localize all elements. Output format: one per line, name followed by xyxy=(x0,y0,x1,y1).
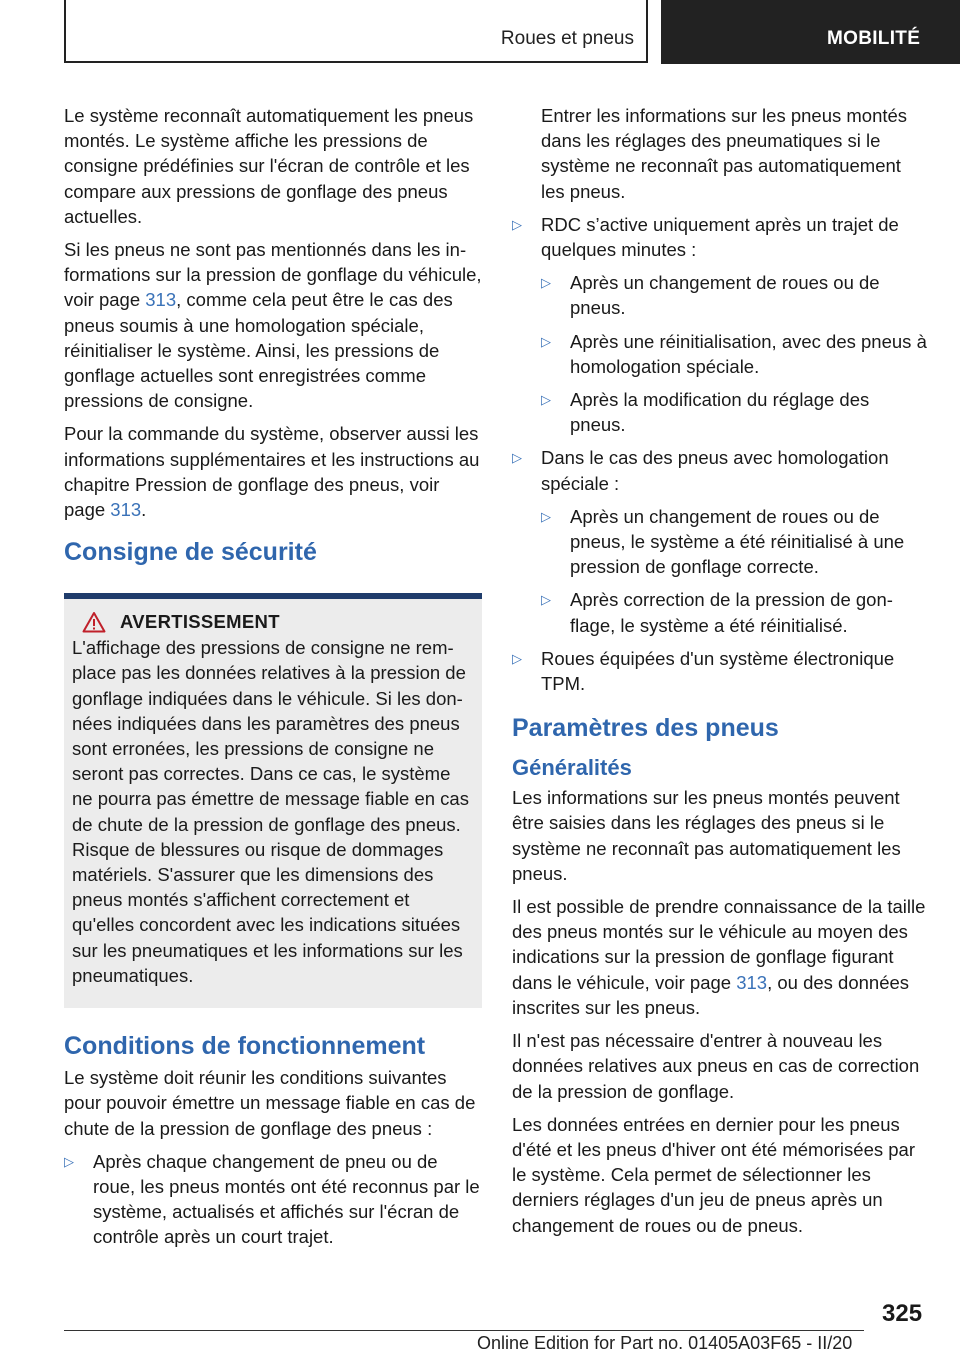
warning-title: AVERTISSEMENT xyxy=(120,611,280,633)
bullet-triangle-icon: ▷ xyxy=(512,650,522,666)
bullet-triangle-icon: ▷ xyxy=(541,592,551,608)
bullet-triangle-icon: ▷ xyxy=(512,216,522,232)
bullet-triangle-icon: ▷ xyxy=(512,450,522,466)
paragraph: Il n'est pas nécessaire d'entrer à nouveau les données relatives aux pneus en cas de correction de la pression de gonflage. xyxy=(512,1030,920,1102)
warning-box xyxy=(64,599,482,1008)
heading-safety: Consigne de sécurité xyxy=(64,538,317,567)
page-link[interactable]: 313 xyxy=(145,289,177,311)
bullet-triangle-icon: ▷ xyxy=(541,508,551,524)
footer-text: Online Edition for Part no. 01405A03F65 - II/20 xyxy=(477,1333,853,1353)
sub-list-item: ▷ Après une réinitialisation, avec des pneus à homologation spéciale. xyxy=(541,329,928,379)
right-column xyxy=(512,103,928,1246)
list-item: ▷ Roues équipées d'un système électronique TPM. xyxy=(512,646,928,696)
page-number: 325 xyxy=(882,1300,923,1327)
chapter-tab: MOBILITÉ xyxy=(661,0,960,64)
left-column xyxy=(64,103,482,1258)
heading-conditions: Conditions de fonctionnement xyxy=(64,1032,426,1061)
paragraph: Si les pneus ne sont pas mentionnés dans les informations sur la pression de gonflage du véhicule, voir page 313, comme cela peut être le cas des pneus soumis à une homologation spéciale, réinitialiser le système. Ainsi, les pressions de gonflage actuelles sont enregistrées comme pressions de consigne. xyxy=(64,239,482,412)
paragraph: Il est possible de prendre connaissance de la taille des pneus montés sur le véhicule au moyen des indications sur la pression de gonflage figurant dans le véhicule, voir page 313, ou des données inscrites sur les pneus. xyxy=(512,896,926,1018)
page-link[interactable]: 313 xyxy=(736,971,768,993)
bullet-triangle-icon: ▷ xyxy=(64,1153,74,1169)
list-item: ▷ Après chaque changement de pneu ou de roue, les pneus montés ont été reconnus par le système, actualisés et affichés sur l'écran de contrôle après un court trajet. xyxy=(64,1149,482,1250)
sub-list-item: ▷ Après correction de la pression de gonflage, le système a été réinitialisé. xyxy=(541,587,928,637)
paragraph: Le système reconnaît automatiquement les pneus montés. Le système affiche les pressions de consigne prédéfinies sur l'écran de contrôle et les compare aux pressions de gonflage des pneus actuelles. xyxy=(64,105,474,227)
sub-list-item: ▷ Après un changement de roues ou de pneus. xyxy=(541,270,928,320)
sub-list-item: ▷ Après la modification du réglage des pneus. xyxy=(541,387,928,437)
heading-tire-params: Paramètres des pneus xyxy=(512,714,779,743)
paragraph: Les données entrées en dernier pour les pneus d'été et les pneus d'hiver ont été mémorisées par le système. Cela permet de sélectionner les derniers réglages d'un jeu de pneus après un changement de roues ou de pneus. xyxy=(512,1113,915,1236)
paragraph: Les informations sur les pneus montés peuvent être saisies dans les réglages des pneus si le système ne reconnaît pas automatiquement les pneus. xyxy=(512,787,901,884)
list-item-continued: Entrer les informations sur les pneus montés dans les réglages des pneumatiques si le système ne reconnaît pas automatiquement les pneus. xyxy=(541,105,908,202)
page-header xyxy=(0,0,960,66)
section-tab xyxy=(64,0,648,63)
page-link[interactable]: 313 xyxy=(110,499,142,521)
bullet-triangle-icon: ▷ xyxy=(541,392,551,408)
warning-triangle-icon xyxy=(82,611,106,633)
sub-list-item: ▷ Après un changement de roues ou de pneus, le système a été réinitialisé à une pression de gonflage correcte. xyxy=(541,504,928,580)
heading-general: Généralités xyxy=(512,755,632,781)
bullet-triangle-icon: ▷ xyxy=(541,333,551,349)
list-item: ▷ Dans le cas des pneus avec homologation spéciale : xyxy=(512,445,928,495)
bullet-triangle-icon: ▷ xyxy=(541,275,551,291)
list-item: ▷ RDC s’active uniquement après un trajet de quelques minutes : xyxy=(512,212,928,262)
footer-divider xyxy=(64,1330,864,1331)
paragraph: Le système doit réunir les conditions suivantes pour pouvoir émettre un message fiable en cas de chute de la pression de gonflage des pneus : xyxy=(64,1067,476,1139)
warning-text: L'affichage des pressions de consigne ne remplace pas les données relatives à la pression de gonflage indiquées dans le véhicule. Si les données indiquées dans les paramètres des pneus sont erronées, les pressions de consigne ne seront pas correctes. Dans ce cas, le système ne pourra pas émettre de message fiable en cas de chute de la pression de gonflage des pneus. Risque de blessures ou risque de dommages matériels. S'assurer que les dimensions des pneus montés s'affichent correctement et qu'elles concordent avec les indications situées sur les pneumatiques et les informations sur les pneumatiques. xyxy=(72,637,469,986)
warning-header xyxy=(72,611,474,633)
paragraph: Pour la commande du système, observer aussi les informations supplémentaires et les instructions au chapitre Pression de gonflage des pneus, voir page 313. xyxy=(64,423,480,521)
section-title: Roues et pneus xyxy=(500,28,634,49)
